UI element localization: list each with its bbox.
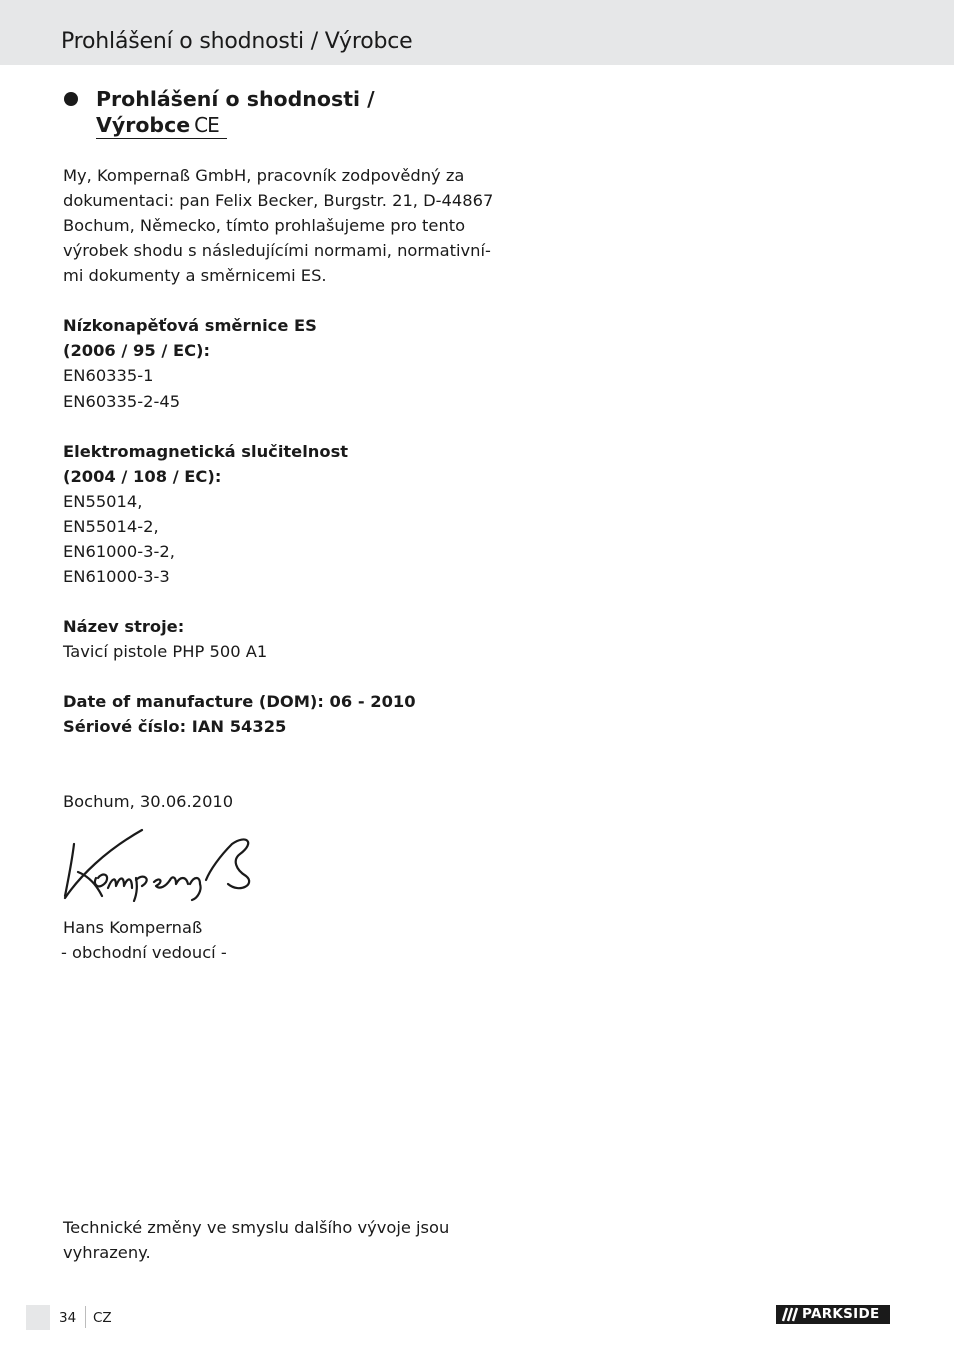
standard-item: EN61000-3-3 <box>63 567 170 586</box>
section-title-underline <box>96 138 227 139</box>
footer-tab <box>26 1305 50 1330</box>
serial-number: Sériové číslo: IAN 54325 <box>63 717 287 736</box>
intro-line: My, Kompernaß GmbH, pracovník zodpovědný za <box>63 166 465 185</box>
signature-image <box>60 826 260 902</box>
emc-heading: Elektromagnetická slučitelnost <box>63 442 349 461</box>
intro-line: výrobek shodu s následujícími normami, normativní- <box>63 241 491 260</box>
signatory-role: - obchodní vedoucí - <box>61 943 227 962</box>
standard-item: EN61000-3-2, <box>63 542 175 561</box>
page-number: 34 <box>59 1310 77 1326</box>
low-voltage-heading: Nízkonapěťová směrnice ES <box>63 316 317 335</box>
parkside-logo <box>776 1305 890 1324</box>
section-title-line2-text: Výrobce <box>96 113 191 137</box>
date-of-manufacture: Date of manufacture (DOM): 06 - 2010 <box>63 692 416 711</box>
ce-mark-icon: CE <box>194 113 219 137</box>
standard-item: EN55014-2, <box>63 517 159 536</box>
logo-stripes-icon <box>780 1305 800 1324</box>
emc-directive: (2004 / 108 / EC): <box>63 467 222 486</box>
place-and-date: Bochum, 30.06.2010 <box>63 792 234 811</box>
standard-item: EN60335-1 <box>63 366 154 385</box>
intro-line: mi dokumenty a směrnicemi ES. <box>63 266 327 285</box>
footer-divider <box>85 1306 86 1328</box>
disclaimer-line: vyhrazeny. <box>63 1243 151 1262</box>
standard-item: EN60335-2-45 <box>63 392 181 411</box>
low-voltage-directive: (2006 / 95 / EC): <box>63 341 211 360</box>
section-title-line1: Prohlášení o shodnosti / <box>96 87 375 111</box>
section-title <box>96 86 375 138</box>
language-code: CZ <box>93 1310 112 1326</box>
signatory-name: Hans Kompernaß <box>63 918 203 937</box>
machine-name: Tavicí pistole PHP 500 A1 <box>63 642 268 661</box>
disclaimer-line: Technické změny ve smyslu dalšího vývoje jsou <box>63 1218 450 1237</box>
section-title-line2 <box>96 112 375 138</box>
section-bullet <box>64 92 78 106</box>
intro-line: Bochum, Německo, tímto prohlašujeme pro tento <box>63 216 466 235</box>
machine-heading: Název stroje: <box>63 617 185 636</box>
standard-item: EN55014, <box>63 492 143 511</box>
page-title: Prohlášení o shodnosti / Výrobce <box>61 29 413 54</box>
intro-line: dokumentaci: pan Felix Becker, Burgstr. 21, D-44867 <box>63 191 494 210</box>
brand-name: PARKSIDE <box>802 1306 880 1322</box>
